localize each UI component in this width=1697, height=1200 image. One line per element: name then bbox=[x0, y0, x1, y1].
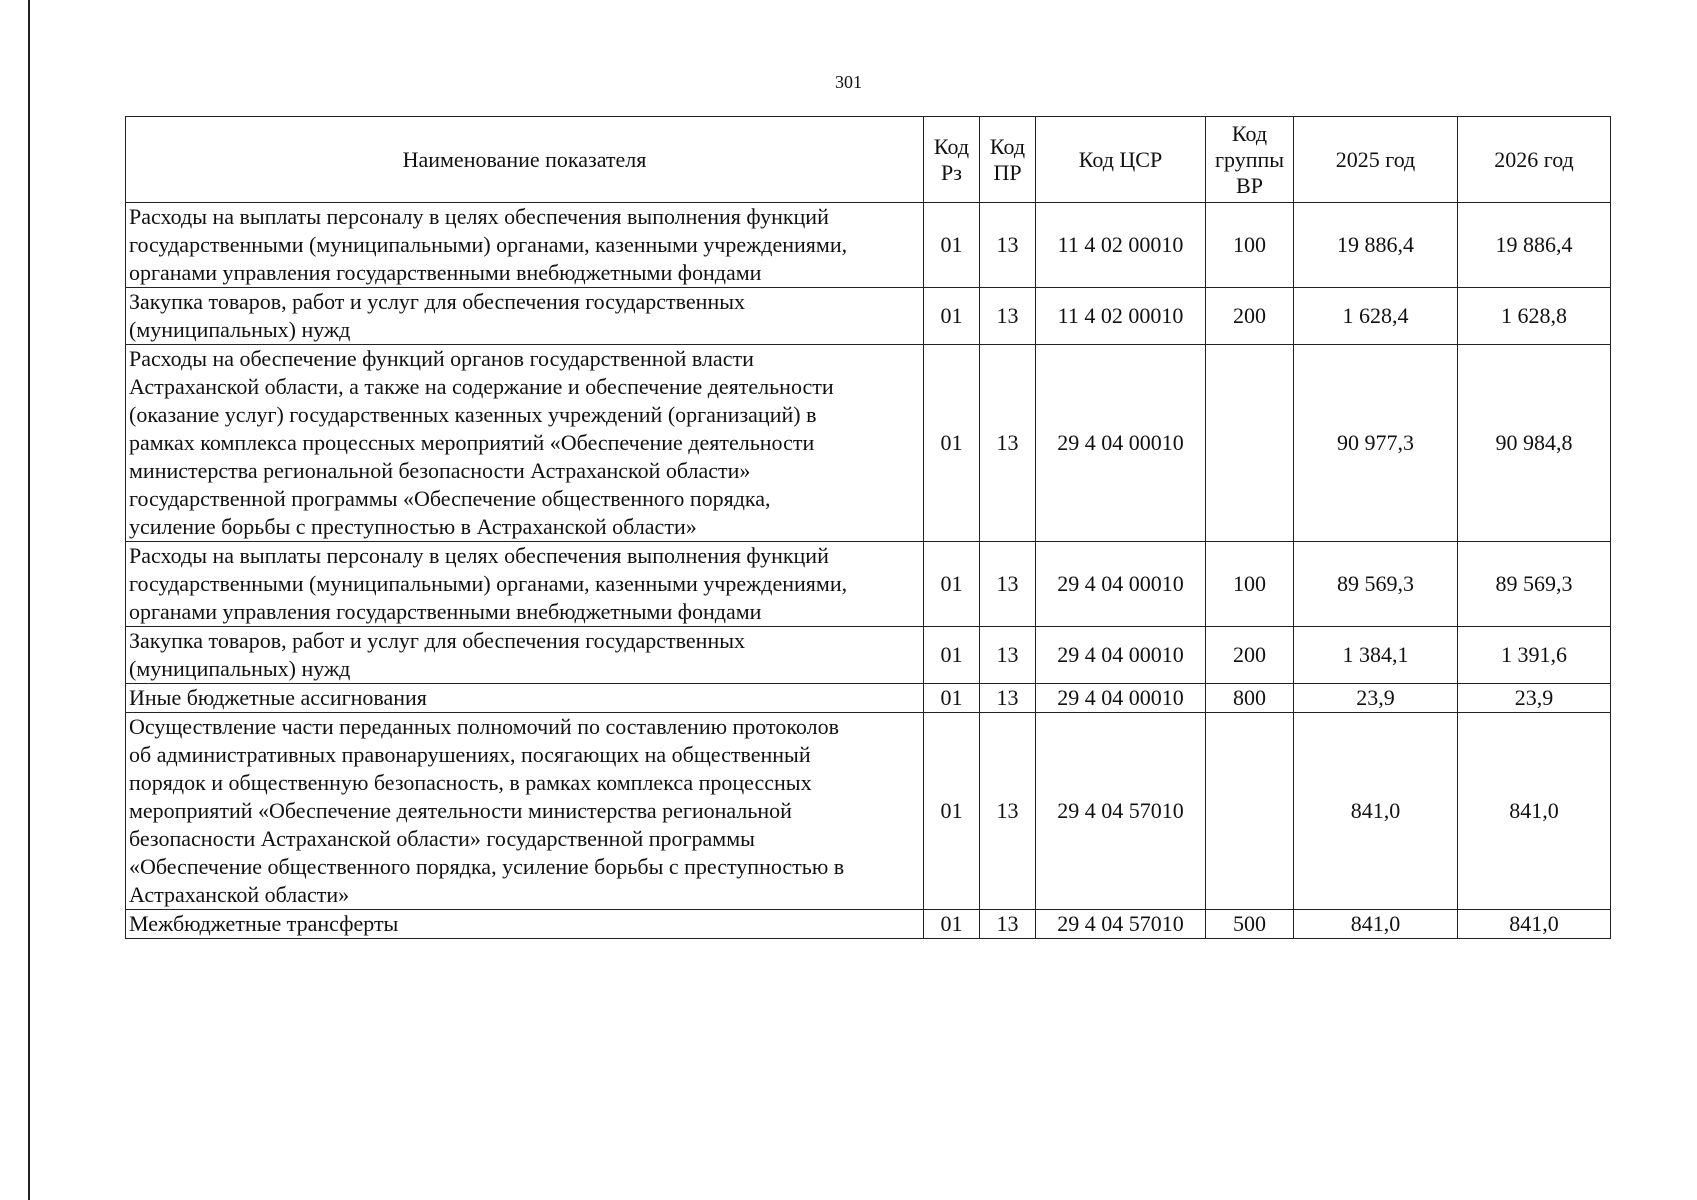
table-row bbox=[126, 542, 1611, 627]
cell-name bbox=[126, 627, 924, 684]
cell-y2025: 23,9 bbox=[1294, 684, 1458, 713]
table-body bbox=[126, 203, 1611, 939]
page-number: 301 bbox=[835, 72, 862, 92]
cell-name-line: порядок и общественную безопасность, в рамках комплекса процессных bbox=[129, 770, 812, 795]
cell-name bbox=[126, 203, 924, 288]
cell-name-line: усиление борьбы с преступностью в Астраханской области» bbox=[129, 514, 697, 539]
cell-name-line: (оказание услуг) государственных казенных учреждений (организаций) в bbox=[129, 402, 817, 427]
cell-rz: 01 bbox=[924, 627, 980, 684]
cell-name-line: Расходы на обеспечение функций органов государственной власти bbox=[129, 346, 754, 371]
header-vr-line: ВР bbox=[1236, 172, 1263, 198]
scan-edge-line bbox=[28, 0, 30, 1200]
cell-name bbox=[126, 684, 924, 713]
cell-name bbox=[126, 713, 924, 910]
table-row bbox=[126, 203, 1611, 288]
header-rz-line: Рз bbox=[941, 159, 962, 185]
cell-name-line: об административных правонарушениях, посягающих на общественный bbox=[129, 742, 811, 767]
cell-y2026: 841,0 bbox=[1458, 713, 1611, 910]
header-pr-line: Код bbox=[989, 133, 1026, 159]
header-vr bbox=[1206, 117, 1294, 203]
cell-name-line: Закупка товаров, работ и услуг для обеспечения государственных bbox=[129, 628, 746, 653]
table-row bbox=[126, 910, 1611, 939]
cell-rz: 01 bbox=[924, 910, 980, 939]
table-row bbox=[126, 627, 1611, 684]
cell-csr: 29 4 04 00010 bbox=[1036, 345, 1206, 542]
cell-pr: 13 bbox=[980, 542, 1036, 627]
cell-name bbox=[126, 288, 924, 345]
cell-name-line: Астраханской области, а также на содержание и обеспечение деятельности bbox=[129, 374, 834, 399]
cell-pr: 13 bbox=[980, 910, 1036, 939]
cell-y2026: 841,0 bbox=[1458, 910, 1611, 939]
header-2026: 2026 год bbox=[1458, 117, 1611, 203]
cell-vr: 100 bbox=[1206, 203, 1294, 288]
cell-name-line: органами управления государственными внебюджетными фондами bbox=[129, 599, 762, 624]
cell-name-line: Межбюджетные трансферты bbox=[129, 911, 399, 936]
cell-y2025: 19 886,4 bbox=[1294, 203, 1458, 288]
cell-y2025: 89 569,3 bbox=[1294, 542, 1458, 627]
cell-y2025: 1 384,1 bbox=[1294, 627, 1458, 684]
header-csr: Код ЦСР bbox=[1036, 117, 1206, 203]
header-pr-line: ПР bbox=[993, 159, 1022, 185]
cell-vr: 200 bbox=[1206, 627, 1294, 684]
cell-vr: 500 bbox=[1206, 910, 1294, 939]
cell-csr: 29 4 04 00010 bbox=[1036, 627, 1206, 684]
cell-pr: 13 bbox=[980, 203, 1036, 288]
table-row bbox=[126, 288, 1611, 345]
cell-y2026: 1 391,6 bbox=[1458, 627, 1611, 684]
header-vr-line: Код bbox=[1231, 120, 1268, 146]
cell-name-line: Расходы на выплаты персоналу в целях обеспечения выполнения функций bbox=[129, 543, 829, 568]
cell-name-line: (муниципальных) нужд bbox=[129, 317, 351, 342]
cell-rz: 01 bbox=[924, 542, 980, 627]
cell-name bbox=[126, 910, 924, 939]
cell-rz: 01 bbox=[924, 203, 980, 288]
cell-rz: 01 bbox=[924, 713, 980, 910]
cell-y2026: 89 569,3 bbox=[1458, 542, 1611, 627]
cell-pr: 13 bbox=[980, 684, 1036, 713]
cell-rz: 01 bbox=[924, 684, 980, 713]
header-row bbox=[126, 117, 1611, 203]
cell-csr: 11 4 02 00010 bbox=[1036, 288, 1206, 345]
cell-pr: 13 bbox=[980, 627, 1036, 684]
cell-csr: 11 4 02 00010 bbox=[1036, 203, 1206, 288]
cell-y2026: 23,9 bbox=[1458, 684, 1611, 713]
header-name: Наименование показателя bbox=[126, 117, 924, 203]
cell-rz: 01 bbox=[924, 345, 980, 542]
cell-y2025: 90 977,3 bbox=[1294, 345, 1458, 542]
cell-csr: 29 4 04 00010 bbox=[1036, 684, 1206, 713]
cell-csr: 29 4 04 57010 bbox=[1036, 713, 1206, 910]
cell-name bbox=[126, 345, 924, 542]
cell-name-line: Закупка товаров, работ и услуг для обеспечения государственных bbox=[129, 289, 746, 314]
cell-name-line: Расходы на выплаты персоналу в целях обеспечения выполнения функций bbox=[129, 204, 829, 229]
cell-name-line: государственной программы «Обеспечение общественного порядка, bbox=[129, 486, 771, 511]
cell-vr: 100 bbox=[1206, 542, 1294, 627]
cell-name-line: государственными (муниципальными) органами, казенными учреждениями, bbox=[129, 571, 848, 596]
table-row bbox=[126, 684, 1611, 713]
budget-table bbox=[125, 116, 1611, 939]
cell-y2025: 841,0 bbox=[1294, 910, 1458, 939]
cell-name-line: министерства региональной безопасности Астраханской области» bbox=[129, 458, 751, 483]
cell-rz: 01 bbox=[924, 288, 980, 345]
table-row bbox=[126, 345, 1611, 542]
cell-pr: 13 bbox=[980, 288, 1036, 345]
cell-csr: 29 4 04 00010 bbox=[1036, 542, 1206, 627]
cell-name-line: рамках комплекса процессных мероприятий «Обеспечение деятельности bbox=[129, 430, 815, 455]
cell-pr: 13 bbox=[980, 345, 1036, 542]
cell-name bbox=[126, 542, 924, 627]
cell-vr: 200 bbox=[1206, 288, 1294, 345]
cell-y2025: 1 628,4 bbox=[1294, 288, 1458, 345]
cell-name-line: безопасности Астраханской области» государственной программы bbox=[129, 826, 755, 851]
header-rz-line: Код bbox=[933, 133, 970, 159]
cell-name-line: органами управления государственными внебюджетными фондами bbox=[129, 260, 762, 285]
header-rz bbox=[924, 117, 980, 203]
cell-csr: 29 4 04 57010 bbox=[1036, 910, 1206, 939]
header-pr bbox=[980, 117, 1036, 203]
header-vr-line: группы bbox=[1214, 146, 1285, 172]
cell-y2026: 90 984,8 bbox=[1458, 345, 1611, 542]
cell-name-line: (муниципальных) нужд bbox=[129, 656, 351, 681]
cell-name-line: Осуществление части переданных полномочий по составлению протоколов bbox=[129, 714, 839, 739]
cell-name-line: Иные бюджетные ассигнования bbox=[129, 685, 427, 710]
cell-name-line: «Обеспечение общественного порядка, усиление борьбы с преступностью в bbox=[129, 854, 845, 879]
cell-vr bbox=[1206, 713, 1294, 910]
table-row bbox=[126, 713, 1611, 910]
cell-y2026: 1 628,8 bbox=[1458, 288, 1611, 345]
cell-vr: 800 bbox=[1206, 684, 1294, 713]
cell-vr bbox=[1206, 345, 1294, 542]
cell-pr: 13 bbox=[980, 713, 1036, 910]
cell-y2026: 19 886,4 bbox=[1458, 203, 1611, 288]
cell-name-line: государственными (муниципальными) органами, казенными учреждениями, bbox=[129, 232, 848, 257]
cell-name-line: мероприятий «Обеспечение деятельности министерства региональной bbox=[129, 798, 792, 823]
cell-y2025: 841,0 bbox=[1294, 713, 1458, 910]
header-2025: 2025 год bbox=[1294, 117, 1458, 203]
cell-name-line: Астраханской области» bbox=[129, 882, 350, 907]
